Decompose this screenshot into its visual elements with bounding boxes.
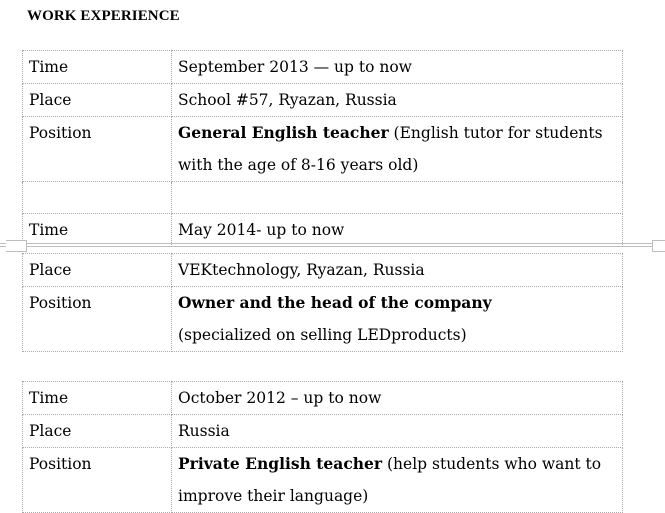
time-label: Time <box>23 214 172 247</box>
place-value: Russia <box>172 415 623 448</box>
time-value: September 2013 — up to now <box>172 51 623 84</box>
position-note: (help students who want to improve their language) <box>178 455 602 505</box>
time-value: October 2012 – up to now <box>172 382 623 415</box>
position-value <box>172 117 623 182</box>
time-value: May 2014- up to now <box>172 214 623 247</box>
position-note: (English tutor for students with the age of 8-16 years old) <box>178 124 603 174</box>
position-value <box>172 287 623 352</box>
position-note: (specialized on selling LEDproducts) <box>178 326 467 344</box>
position-title: Owner and the head of the company <box>178 293 492 312</box>
work-table-1 <box>22 50 623 247</box>
position-title: Private English teacher <box>178 454 383 473</box>
table-row <box>23 448 623 513</box>
section-heading: WORK EXPERIENCE <box>27 8 180 24</box>
table-row <box>23 117 623 182</box>
table-row <box>23 382 623 415</box>
work-table-1-continued <box>22 253 623 352</box>
place-label: Place <box>23 84 172 117</box>
place-label: Place <box>23 254 172 287</box>
time-label: Time <box>23 51 172 84</box>
page-break-line <box>0 243 665 244</box>
time-label: Time <box>23 382 172 415</box>
work-table-2 <box>22 381 623 513</box>
table-row <box>23 254 623 287</box>
empty-cell <box>172 182 623 214</box>
page-break-marker-left <box>6 240 27 252</box>
position-label: Position <box>23 287 172 352</box>
place-label: Place <box>23 415 172 448</box>
page-break-marker-right <box>652 240 665 252</box>
place-value: School #57, Ryazan, Russia <box>172 84 623 117</box>
table-row-empty <box>23 182 623 214</box>
place-value: VEKtechnology, Ryazan, Russia <box>172 254 623 287</box>
page-break-line <box>0 246 665 247</box>
table-row <box>23 84 623 117</box>
position-title: General English teacher <box>178 123 389 142</box>
table-row <box>23 415 623 448</box>
page-break <box>0 242 665 252</box>
empty-cell <box>23 182 172 214</box>
position-label: Position <box>23 117 172 182</box>
position-label: Position <box>23 448 172 513</box>
table-row <box>23 51 623 84</box>
position-value <box>172 448 623 513</box>
table-row <box>23 287 623 352</box>
